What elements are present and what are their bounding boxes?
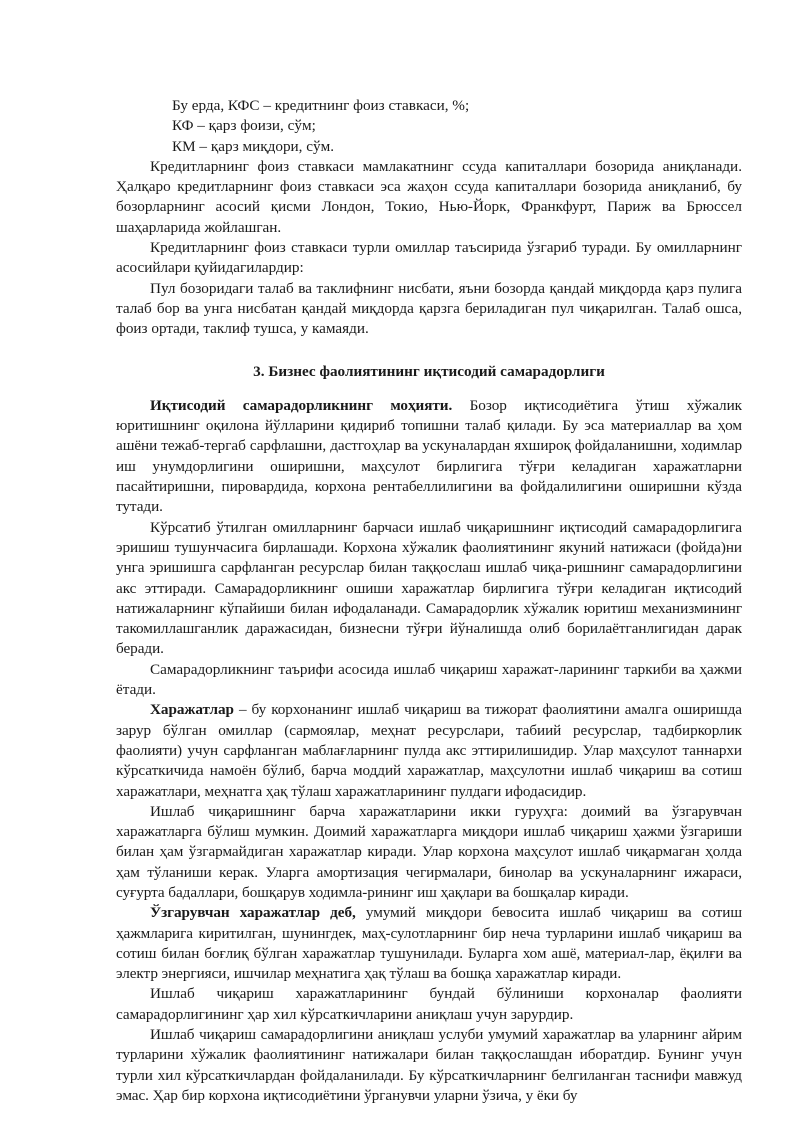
paragraph-text: – бу корхонанинг ишлаб чиқариш ва тижорат фаолиятини амалга оширишда зарур бўлган омиллар (сармоялар, меҳнат ресурслари, табиий ресурслар, тадбиркорлик фаолияти) учун сарфланган маблағларнинг пулда акс эттирилишидир. Улар маҳсулот таннархи кўрсаткичида намоён бўлиб, барча моддий харажатлар, маҳсулотни ишлаб чиқариш ва сотиш харажатлари, меҳнатга ҳақ тўлаш харажатларининг пулдаги ифодасидир. bbox=[116, 701, 742, 800]
paragraph-lead: Иқтисодий самарадорликнинг моҳияти. bbox=[150, 396, 453, 414]
definition-line: КМ – қарз миқдори, сўм. bbox=[172, 137, 335, 155]
paragraph-text: умумий миқдори бевосита ишлаб чиқариш ва сотиш ҳажмларига киритилган, шунингдек, маҳ-сулотларнинг бир неча турларини ишлаб чиқариш ва сотиш билан боғлиқ бўлган харажатлар тушунилади. Буларга хом ашё, материал-лар, ёқилғи ва электр энергияси, ишчилар меҳнатига ҳақ тўлаш ва бошқа харажатлар киради. bbox=[116, 904, 742, 983]
text-column bbox=[116, 96, 742, 1106]
paragraph: Пул бозоридаги талаб ва таклифнинг нисбати, яъни бозорда қандай миқдорда қарз пулига талаб бор ва унга нисбатан қандай миқдорда қарзга бериладиган пул чиқарилган. Талаб ошса, фоиз ортади, таклиф тушса, у камаяди. bbox=[116, 279, 742, 338]
paragraph bbox=[116, 396, 742, 518]
paragraph bbox=[116, 903, 742, 984]
paragraph: Ишлаб чиқаришнинг барча харажатларини икки гуруҳга: доимий ва ўзгарувчан харажатларга бўлиш мумкин. Доимий харажатларга миқдори ишлаб чиқариш ҳажми ўзгариши билан ҳам ўзгармайдиган харажатлар киради. Улар корхона маҳсулот ишлаб чиқармаган ҳолда ҳам тўланиши керак. Уларга амортизация чегирмалари, бинолар ва ускуналарнинг ижараси, суғурта бадаллари, бошқарув ходимла-рининг иш ҳақлари ва бошқалар киради. bbox=[116, 802, 742, 901]
paragraph: Ишлаб чиқариш харажатларининг бундай бўлиниши корхоналар фаолияти самарадорлигининг ҳар хил кўрсаткичларини аниқлаш учун зарурдир. bbox=[116, 985, 742, 1023]
paragraph bbox=[116, 700, 742, 801]
paragraph: Кредитларнинг фоиз ставкаси мамлакатнинг ссуда капиталлари бозорида аниқланади. Ҳалқаро кредитларнинг фоиз ставкаси эса жаҳон ссуда капиталлари бозорида аниқланиб, бу бозорларнинг асосий қисми Лондон, Токио, Нью-Йорк, Франкфурт, Париж ва Брюссел шаҳарларида жойлашган. bbox=[116, 157, 742, 236]
paragraph-lead: Харажатлар bbox=[150, 701, 234, 719]
formula-definitions bbox=[116, 96, 742, 157]
definition-line: Бу ерда, КФС – кредитнинг фоиз ставкаси, %; bbox=[172, 97, 470, 114]
paragraph: Кўрсатиб ўтилган омилларнинг барчаси ишлаб чиқаришнинг иқтисодий самарадорлигига эришиш тушунчасига бирлашади. Корхона хўжалик фаолиятининг якуний натижаси (фойда)ни унга эришишга сарфланган ресурслар билан таққослаш ишлаб чиқа-ришнинг самарадорлигини акс эттиради. Самарадорликнинг ошиши харажатлар бирлигига тўғри келадиган иқтисодий натижаларнинг кўпайиши билан ифодаланади. Самарадорлик хўжалик юритиш механизмининг такомиллашганлик даражасидан, бизнесни тўғри йўналишда олиб борилаётганлигидан дарак беради. bbox=[116, 518, 742, 658]
paragraph: Ишлаб чиқариш самарадорлигини аниқлаш услуби умумий харажатлар ва уларнинг айрим турларини хўжалик фаолиятининг натижалари билан таққослашдан иборатдир. Бунинг учун турли хил кўрсаткичлардан фойдаланилади. Бу кўрсаткичларнинг белгиланган таснифи мавжуд эмас. Ҳар бир корхона иқтисодиётини ўрганувчи уларни ўзича, у ёки бу bbox=[116, 1026, 742, 1104]
definition-line: КФ – қарз фоизи, сўм; bbox=[172, 117, 316, 135]
paragraph: Самарадорликнинг таърифи асосида ишлаб чиқариш харажат-ларининг таркиби ва ҳажми ётади. bbox=[116, 660, 742, 699]
section-heading: 3. Бизнес фаолиятининг иқтисодий самарадорлиги bbox=[253, 362, 605, 380]
paragraph: Кредитларнинг фоиз ставкаси турли омиллар таъсирида ўзгариб туради. Бу омилларнинг асосийлари қуйидагилардир: bbox=[116, 239, 742, 277]
paragraph-text: Бозор иқтисодиётига ўтиш хўжалик юритишнинг оқилона йўлларини қидириб топишни талаб қилади. Бу эса материаллар ва ҳом ашёни тежаб-тергаб сарфлашни, дастгоҳлар ва ускуналардан яхшироқ фойдаланишни, ходимлар иш унумдорлигини оширишни, маҳсулот бирлигига тўғри келадиган харажатларни пасайтиришни, пировардида, корхона рентабеллилигини ва фойдалилигини оширишни кўзда тутади. bbox=[116, 396, 742, 516]
paragraph-lead: Ўзгарувчан харажатлар деб, bbox=[150, 904, 356, 922]
